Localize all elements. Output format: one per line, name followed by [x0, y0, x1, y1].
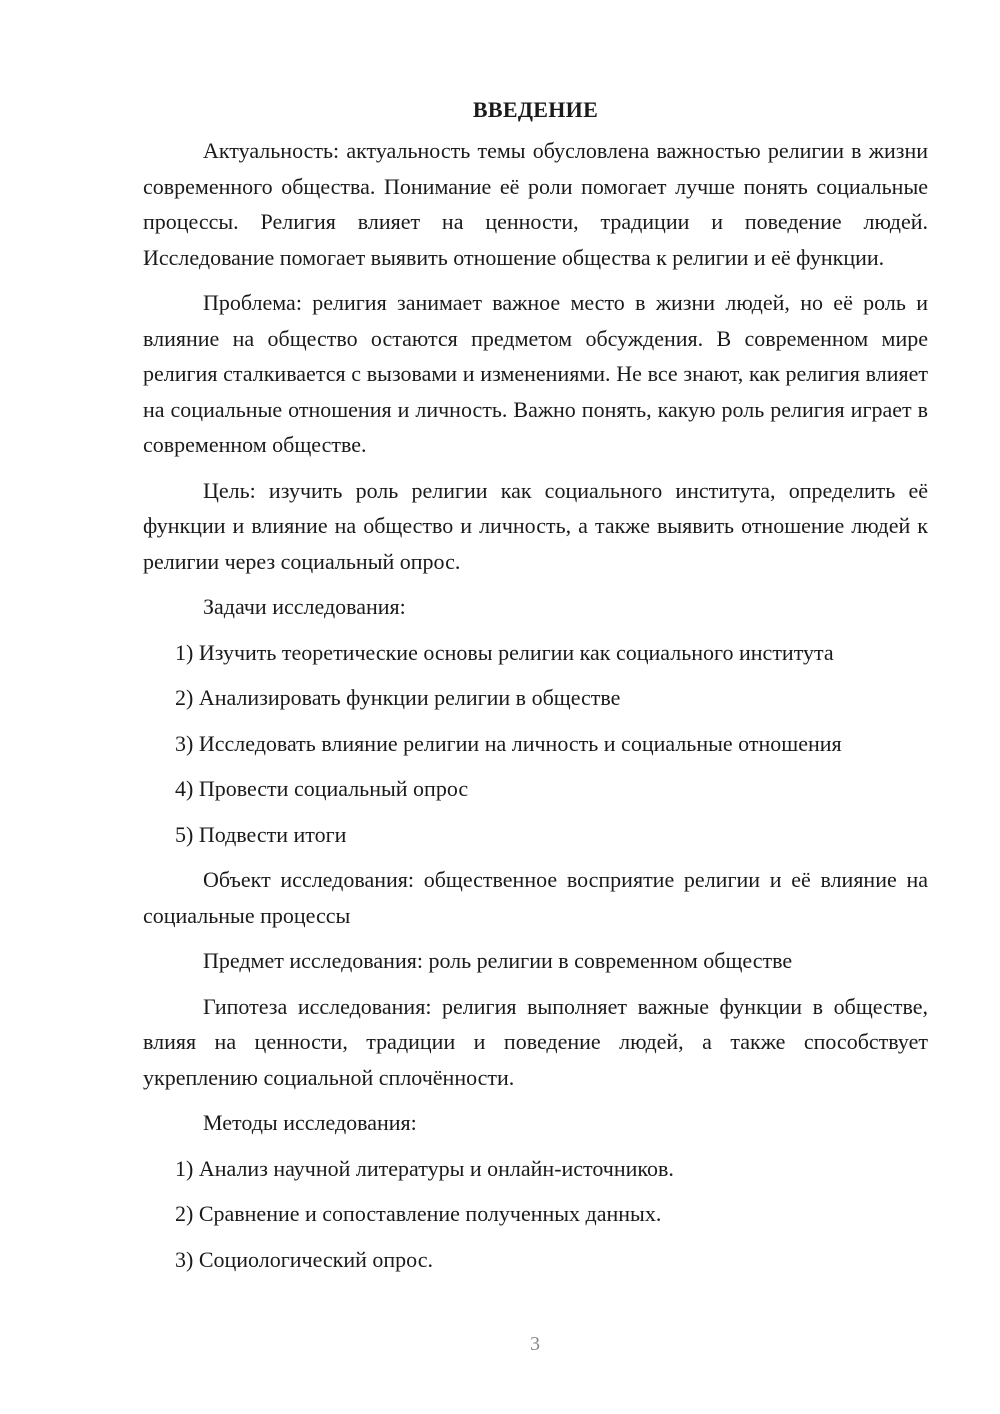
list-item: 2) Анализировать функции религии в обществе: [175, 685, 621, 710]
paragraph-hypothesis: Гипотеза исследования: религия выполняет важные функции в обществе, влияя на ценности, традиции и поведение людей, а также способствует укреплению социальной сплочённости.: [143, 993, 928, 1090]
list-item: 1) Изучить теоретические основы религии как социального института: [175, 639, 834, 665]
page-number: 3: [530, 1333, 540, 1355]
methods-list: [143, 1151, 928, 1278]
paragraph-object: Объект исследования: общественное восприятие религии и её влияние на социальные процессы: [143, 867, 928, 928]
tasks-heading: Задачи исследования:: [203, 594, 406, 619]
list-item: 4) Провести социальный опрос: [175, 776, 469, 801]
list-item: 3) Социологический опрос.: [175, 1246, 433, 1272]
paragraph-goal: Цель: изучить роль религии как социального института, определить её функции и влияние на общество и личность, а также выявить отношение людей к религии через социальный опрос.: [143, 477, 928, 574]
list-item: 1) Анализ научной литературы и онлайн-источников.: [175, 1155, 674, 1181]
document-page: [143, 92, 928, 1287]
tasks-list: [143, 635, 928, 853]
page-title: ВВЕДЕНИЕ: [472, 97, 599, 122]
paragraph-relevance: Актуальность: актуальность темы обусловлена важностью религии в жизни современного общества. Понимание её роли помогает лучше понять социальные процессы. Религия влияет на ценности, традиции и поведение людей. Исследование помогает выявить отношение общества к религии и её функции.: [143, 138, 928, 270]
methods-heading: Методы исследования:: [203, 1110, 417, 1135]
list-item: 3) Исследовать влияние религии на личность и социальные отношения: [175, 730, 842, 756]
list-item: 2) Сравнение и сопоставление полученных данных.: [175, 1201, 662, 1226]
paragraph-problem: Проблема: религия занимает важное место в жизни людей, но её роль и влияние на общество остаются предметом обсуждения. В современном мире религия сталкивается с вызовами и изменениями. Не все знают, как религия влияет на социальные отношения и личность. Важно понять, какую роль религия играет в современном обществе.: [143, 290, 928, 457]
paragraph-subject: Предмет исследования: роль религии в современном обществе: [203, 948, 793, 973]
list-item: 5) Подвести итоги: [175, 821, 347, 847]
